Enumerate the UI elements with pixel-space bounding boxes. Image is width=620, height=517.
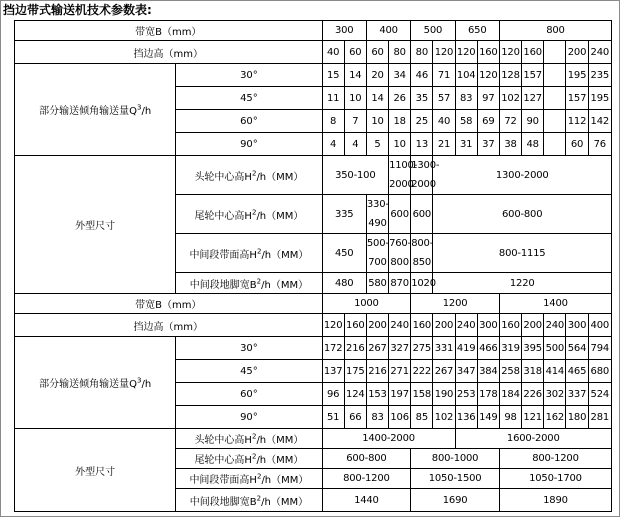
capacity-value: 8 — [322, 110, 344, 133]
capacity-value: 275 — [411, 337, 433, 360]
capacity-value: 267 — [433, 360, 455, 383]
angle-label: 30° — [176, 64, 322, 87]
tail-wheel-height-value: 330-490 — [366, 195, 388, 234]
sidewall-height-label: 挡边高（mm） — [15, 314, 323, 337]
belt-width-value: 1400 — [499, 294, 611, 314]
angle-label: 30° — [176, 337, 322, 360]
capacity-value: 4 — [322, 133, 344, 156]
capacity-value: 384 — [477, 360, 499, 383]
capacity-value: 76 — [588, 133, 611, 156]
capacity-value: 14 — [366, 87, 388, 110]
belt-width-value: 1000 — [322, 294, 411, 314]
sidewall-height-value: 240 — [588, 41, 611, 64]
table-row — [15, 429, 612, 449]
capacity-value: 40 — [433, 110, 455, 133]
head-wheel-height-label-superscript: 2 — [251, 169, 257, 178]
dimensions-label: 外型尺寸 — [15, 429, 176, 512]
capacity-value: 10 — [344, 87, 366, 110]
capacity-value — [544, 110, 566, 133]
mid-section-foot-width-value: 1440 — [322, 489, 411, 512]
capacity-value: 4 — [344, 133, 366, 156]
head-wheel-height-label-unit: /h（MM） — [256, 171, 304, 183]
sidewall-height-value: 120 — [322, 314, 344, 337]
capacity-value: 83 — [366, 406, 388, 429]
mid-section-height-label-unit: /h（MM） — [261, 249, 309, 261]
capacity-value: 25 — [411, 110, 433, 133]
capacity-value: 153 — [366, 383, 388, 406]
capacity-value: 253 — [455, 383, 477, 406]
capacity-value: 102 — [499, 87, 521, 110]
mid-section-foot-width-value: 1690 — [411, 489, 500, 512]
capacity-value: 180 — [566, 406, 588, 429]
sidewall-height-value: 160 — [477, 41, 499, 64]
mid-section-height-value: 450 — [322, 234, 366, 273]
capacity-value: 7 — [344, 110, 366, 133]
mid-section-height-value: 1050-1700 — [499, 469, 611, 489]
capacity-label-text: 部分输送倾角输送量Q — [39, 106, 137, 117]
mid-section-height-value: 760-800 — [389, 234, 411, 273]
capacity-value: 51 — [322, 406, 344, 429]
capacity-value: 72 — [499, 110, 521, 133]
capacity-value: 302 — [544, 383, 566, 406]
capacity-label-superscript: 3 — [137, 376, 142, 385]
capacity-value: 465 — [566, 360, 588, 383]
mid-section-foot-width-value: 480 — [322, 273, 366, 294]
capacity-label-unit: /h — [141, 106, 152, 117]
capacity-value: 564 — [566, 337, 588, 360]
capacity-value: 21 — [433, 133, 455, 156]
capacity-value: 85 — [411, 406, 433, 429]
sidewall-height-value: 160 — [344, 314, 366, 337]
tail-wheel-height-value: 800-1200 — [499, 449, 611, 469]
capacity-value: 267 — [366, 337, 388, 360]
sidewall-height-value: 40 — [322, 41, 344, 64]
capacity-value: 128 — [499, 64, 521, 87]
table-row — [15, 156, 612, 195]
capacity-value: 121 — [522, 406, 544, 429]
capacity-value: 14 — [344, 64, 366, 87]
capacity-value: 69 — [477, 110, 499, 133]
capacity-value: 31 — [455, 133, 477, 156]
capacity-value: 184 — [499, 383, 521, 406]
tail-wheel-height-value: 600-800 — [433, 195, 612, 234]
capacity-value: 71 — [433, 64, 455, 87]
tail-wheel-height-value: 800-1000 — [411, 449, 500, 469]
sidewall-height-value: 200 — [366, 314, 388, 337]
dimensions-label: 外型尺寸 — [15, 156, 176, 294]
capacity-value: 172 — [322, 337, 344, 360]
capacity-value: 136 — [455, 406, 477, 429]
sidewall-height-value: 60 — [366, 41, 388, 64]
belt-width-value: 1200 — [411, 294, 500, 314]
mid-section-foot-width-label-superscript: 2 — [256, 277, 262, 286]
tail-wheel-height-label-superscript: 2 — [251, 208, 257, 217]
sidewall-height-value: 200 — [522, 314, 544, 337]
capacity-value: 96 — [322, 383, 344, 406]
sidewall-height-value: 400 — [588, 314, 611, 337]
capacity-value: 18 — [389, 110, 411, 133]
table-row — [15, 314, 612, 337]
sidewall-height-value: 240 — [544, 314, 566, 337]
capacity-label — [15, 337, 176, 429]
mid-section-height-value: 800-1115 — [433, 234, 612, 273]
capacity-value: 142 — [588, 110, 611, 133]
capacity-value: 347 — [455, 360, 477, 383]
angle-label: 45° — [176, 360, 322, 383]
mid-section-foot-width-label-text: 中间段地脚宽B — [189, 496, 257, 508]
sidewall-height-value — [544, 41, 566, 64]
belt-width-value: 500 — [411, 21, 455, 41]
head-wheel-height-value: 1100-2000 — [389, 156, 411, 195]
mid-section-foot-width-label-unit: /h（MM） — [261, 279, 309, 291]
tail-wheel-height-label — [176, 195, 322, 234]
capacity-value: 222 — [411, 360, 433, 383]
tail-wheel-height-label-unit: /h（MM） — [256, 455, 304, 466]
capacity-value: 331 — [433, 337, 455, 360]
table-row — [15, 64, 612, 87]
sidewall-height-value: 300 — [477, 314, 499, 337]
capacity-value — [544, 87, 566, 110]
belt-width-value: 650 — [455, 21, 499, 41]
capacity-value: 157 — [566, 87, 588, 110]
head-wheel-height-label-unit: /h（MM） — [256, 435, 304, 446]
mid-section-height-value: 500-700 — [366, 234, 388, 273]
capacity-value: 120 — [477, 64, 499, 87]
capacity-value: 38 — [499, 133, 521, 156]
mid-section-height-label-unit: /h（MM） — [261, 475, 309, 486]
capacity-value — [544, 64, 566, 87]
mid-section-foot-width-label-text: 中间段地脚宽B — [189, 279, 257, 291]
tail-wheel-height-label-unit: /h（MM） — [256, 210, 304, 222]
sidewall-height-value: 200 — [433, 314, 455, 337]
capacity-value: 15 — [322, 64, 344, 87]
capacity-value: 318 — [522, 360, 544, 383]
capacity-value: 149 — [477, 406, 499, 429]
table-row — [15, 294, 612, 314]
mid-section-foot-width-label — [176, 489, 322, 512]
mid-section-foot-width-label — [176, 273, 322, 294]
tail-wheel-height-label-superscript: 2 — [251, 452, 257, 461]
table-row — [15, 21, 612, 41]
mid-section-height-label-superscript: 2 — [256, 247, 262, 256]
capacity-value: 58 — [455, 110, 477, 133]
mid-section-height-value: 1050-1500 — [411, 469, 500, 489]
capacity-value: 13 — [411, 133, 433, 156]
mid-section-foot-width-value: 1220 — [433, 273, 612, 294]
mid-section-foot-width-value: 1020 — [411, 273, 433, 294]
sidewall-height-value: 160 — [499, 314, 521, 337]
head-wheel-height-label — [176, 156, 322, 195]
capacity-value: 48 — [522, 133, 544, 156]
capacity-value: 178 — [477, 383, 499, 406]
sidewall-height-value: 200 — [566, 41, 588, 64]
tail-wheel-height-value: 600 — [389, 195, 411, 234]
capacity-value: 281 — [588, 406, 611, 429]
capacity-value: 175 — [344, 360, 366, 383]
capacity-value: 216 — [344, 337, 366, 360]
head-wheel-height-label-superscript: 2 — [251, 432, 257, 441]
mid-section-height-label-text: 中间段带面高H — [189, 475, 257, 486]
table-row — [15, 41, 612, 64]
mid-section-foot-width-label-superscript: 2 — [256, 494, 262, 503]
capacity-value: 395 — [522, 337, 544, 360]
capacity-value: 414 — [544, 360, 566, 383]
capacity-value: 137 — [322, 360, 344, 383]
capacity-value: 60 — [566, 133, 588, 156]
angle-label: 60° — [176, 383, 322, 406]
capacity-value: 34 — [389, 64, 411, 87]
capacity-value: 524 — [588, 383, 611, 406]
capacity-value: 158 — [411, 383, 433, 406]
capacity-value: 26 — [389, 87, 411, 110]
capacity-value: 37 — [477, 133, 499, 156]
belt-width-value: 800 — [499, 21, 611, 41]
sidewall-height-value: 60 — [344, 41, 366, 64]
head-wheel-height-value: 350-100 — [322, 156, 389, 195]
mid-section-height-value: 800-1200 — [322, 469, 411, 489]
mid-section-foot-width-value: 580 — [366, 273, 388, 294]
capacity-value: 127 — [522, 87, 544, 110]
capacity-value: 216 — [366, 360, 388, 383]
capacity-value: 112 — [566, 110, 588, 133]
capacity-value: 197 — [389, 383, 411, 406]
mid-section-height-label-text: 中间段带面高H — [189, 249, 257, 261]
tail-wheel-height-label-text: 尾轮中心高H — [194, 455, 252, 466]
capacity-value: 102 — [433, 406, 455, 429]
capacity-value: 419 — [455, 337, 477, 360]
sidewall-height-value: 160 — [411, 314, 433, 337]
spec-table — [14, 20, 612, 512]
capacity-value: 258 — [499, 360, 521, 383]
capacity-value: 124 — [344, 383, 366, 406]
capacity-value: 337 — [566, 383, 588, 406]
capacity-value: 106 — [389, 406, 411, 429]
mid-section-height-label — [176, 234, 322, 273]
capacity-value: 195 — [566, 64, 588, 87]
capacity-value: 35 — [411, 87, 433, 110]
capacity-value: 271 — [389, 360, 411, 383]
mid-section-height-label-superscript: 2 — [256, 472, 262, 481]
capacity-value: 66 — [344, 406, 366, 429]
mid-section-foot-width-value: 1890 — [499, 489, 611, 512]
capacity-value: 157 — [522, 64, 544, 87]
mid-section-height-label — [176, 469, 322, 489]
head-wheel-height-value: 1300-2000 — [433, 156, 612, 195]
capacity-value: 226 — [522, 383, 544, 406]
capacity-label-unit: /h — [141, 379, 152, 390]
capacity-value: 97 — [477, 87, 499, 110]
head-wheel-height-label-text: 头轮中心高H — [194, 171, 252, 183]
sidewall-height-label: 挡边高（mm） — [15, 41, 323, 64]
capacity-value: 10 — [389, 133, 411, 156]
capacity-value: 20 — [366, 64, 388, 87]
tail-wheel-height-value: 600 — [411, 195, 433, 234]
angle-label: 90° — [176, 133, 322, 156]
head-wheel-height-value: 1400-2000 — [322, 429, 455, 449]
capacity-value: 680 — [588, 360, 611, 383]
mid-section-height-value: 800-850 — [411, 234, 433, 273]
capacity-value: 466 — [477, 337, 499, 360]
sidewall-height-value: 240 — [455, 314, 477, 337]
tail-wheel-height-value: 600-800 — [322, 449, 411, 469]
sidewall-height-value: 80 — [389, 41, 411, 64]
head-wheel-height-value: 1600-2000 — [455, 429, 611, 449]
angle-label: 60° — [176, 110, 322, 133]
capacity-value — [544, 133, 566, 156]
capacity-value: 104 — [455, 64, 477, 87]
head-wheel-height-value: 1300-2000 — [411, 156, 433, 195]
belt-width-value: 300 — [322, 21, 366, 41]
capacity-label — [15, 64, 176, 156]
head-wheel-height-label-text: 头轮中心高H — [194, 435, 252, 446]
belt-width-value: 400 — [366, 21, 410, 41]
sidewall-height-value: 240 — [389, 314, 411, 337]
tail-wheel-height-label — [176, 449, 322, 469]
mid-section-foot-width-value: 870 — [389, 273, 411, 294]
tail-wheel-height-value: 335 — [322, 195, 366, 234]
sidewall-height-value: 120 — [499, 41, 521, 64]
sidewall-height-value: 300 — [566, 314, 588, 337]
head-wheel-height-label — [176, 429, 322, 449]
capacity-label-superscript: 3 — [137, 103, 142, 112]
capacity-value: 327 — [389, 337, 411, 360]
belt-width-label: 带宽B（mm） — [15, 21, 323, 41]
capacity-value: 57 — [433, 87, 455, 110]
capacity-value: 162 — [544, 406, 566, 429]
capacity-value: 10 — [366, 110, 388, 133]
table-row — [15, 337, 612, 360]
capacity-value: 11 — [322, 87, 344, 110]
sidewall-height-value: 120 — [455, 41, 477, 64]
tail-wheel-height-label-text: 尾轮中心高H — [194, 210, 252, 222]
capacity-value: 46 — [411, 64, 433, 87]
capacity-value: 319 — [499, 337, 521, 360]
page-title: 挡边带式输送机技术参数表: — [3, 3, 152, 17]
capacity-value: 500 — [544, 337, 566, 360]
capacity-value: 195 — [588, 87, 611, 110]
belt-width-label: 带宽B（mm） — [15, 294, 323, 314]
mid-section-foot-width-label-unit: /h（MM） — [261, 496, 309, 508]
sidewall-height-value: 120 — [433, 41, 455, 64]
capacity-value: 83 — [455, 87, 477, 110]
sidewall-height-value: 160 — [522, 41, 544, 64]
capacity-value: 235 — [588, 64, 611, 87]
capacity-value: 190 — [433, 383, 455, 406]
angle-label: 45° — [176, 87, 322, 110]
capacity-value: 90 — [522, 110, 544, 133]
capacity-value: 794 — [588, 337, 611, 360]
capacity-value: 5 — [366, 133, 388, 156]
capacity-value: 98 — [499, 406, 521, 429]
sidewall-height-value: 80 — [411, 41, 433, 64]
angle-label: 90° — [176, 406, 322, 429]
capacity-label-text: 部分输送倾角输送量Q — [39, 379, 137, 390]
